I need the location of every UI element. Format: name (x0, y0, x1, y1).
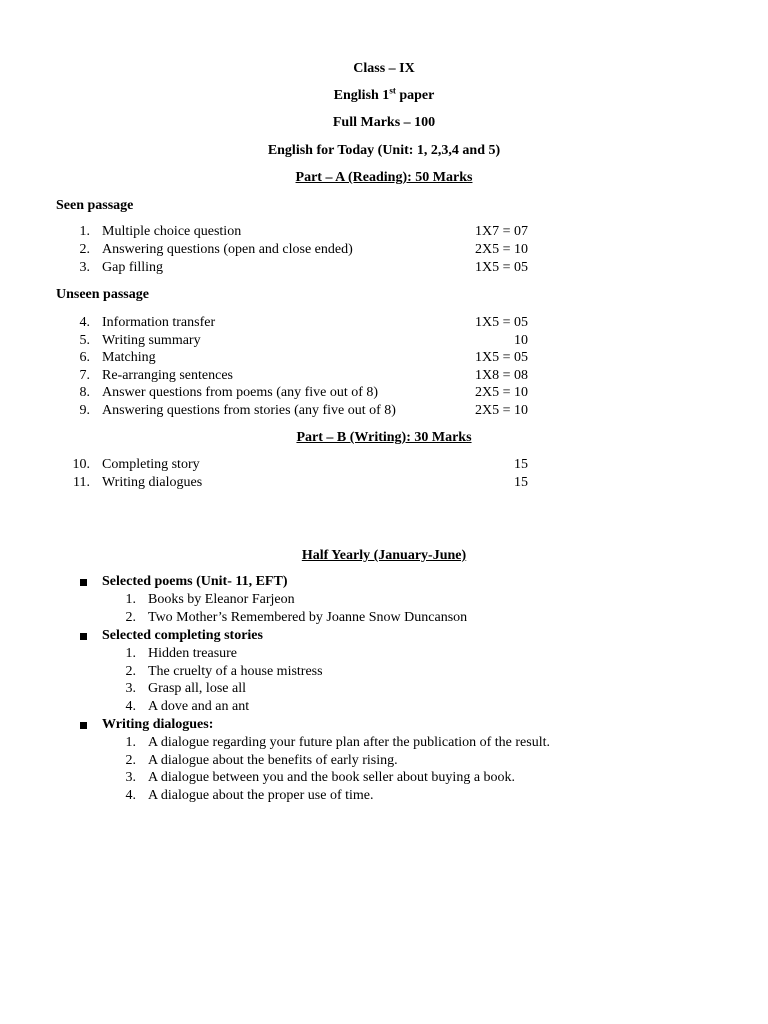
item-marks: 15 (514, 457, 528, 472)
item-number: 1. (125, 646, 136, 661)
item-number: 1. (125, 735, 136, 750)
item-number: 6. (79, 350, 90, 365)
square-bullet-icon (80, 579, 87, 586)
seen-passage-heading: Seen passage (56, 198, 134, 213)
item-text: Answer questions from poems (any five out of 8) (102, 385, 379, 400)
list-group (0, 627, 768, 645)
list-item (0, 591, 768, 609)
item-number: 2. (79, 242, 90, 257)
item-marks: 1X5 = 05 (474, 260, 528, 275)
item-text: A dialogue about the benefits of early rising. (148, 753, 398, 768)
item-text: Information transfer (102, 315, 216, 330)
item-number: 4. (125, 699, 136, 714)
group-label: Selected poems (Unit- 11, EFT) (102, 574, 288, 589)
item-number: 4. (79, 315, 90, 330)
square-bullet-icon (80, 722, 87, 729)
item-number: 5. (79, 333, 90, 348)
table-row (0, 456, 768, 474)
item-text: Matching (102, 350, 156, 365)
item-text: A dialogue regarding your future plan after the publication of the result. (148, 735, 550, 750)
table-row (0, 332, 768, 350)
table-row (0, 223, 768, 241)
item-number: 2. (125, 753, 136, 768)
item-marks: 2X5 = 10 (474, 385, 528, 400)
item-number: 2. (125, 664, 136, 679)
table-row (0, 349, 768, 367)
item-text: Completing story (102, 457, 200, 472)
table-row (0, 402, 768, 420)
item-marks: 1X8 = 08 (474, 368, 528, 383)
item-number: 3. (125, 681, 136, 696)
item-text: Answering questions from stories (any five out of 8) (102, 403, 396, 418)
list-group (0, 573, 768, 591)
square-bullet-icon (80, 633, 87, 640)
item-number: 9. (79, 403, 90, 418)
item-text: A dove and an ant (148, 699, 250, 714)
paper-heading (0, 87, 768, 105)
item-number: 1. (79, 224, 90, 239)
item-number: 4. (125, 788, 136, 803)
item-text: A dialogue about the proper use of time. (148, 788, 374, 803)
item-text: Writing dialogues (102, 475, 203, 490)
list-item (0, 752, 768, 770)
item-text: Multiple choice question (102, 224, 242, 239)
group-label: Selected completing stories (102, 628, 263, 643)
table-row (0, 474, 768, 492)
item-number: 1. (125, 592, 136, 607)
item-text: A dialogue between you and the book seller about buying a book. (148, 770, 516, 785)
table-row (0, 367, 768, 385)
item-number: 3. (79, 260, 90, 275)
list-item (0, 680, 768, 698)
item-text: Gap filling (102, 260, 164, 275)
item-text: Answering questions (open and close ended) (102, 242, 353, 257)
item-text: Two Mother’s Remembered by Joanne Snow Duncanson (148, 610, 468, 625)
paper-heading-main: English 1 (333, 88, 390, 103)
item-marks: 1X7 = 07 (474, 224, 528, 239)
item-marks: 2X5 = 10 (474, 403, 528, 418)
item-marks: 1X5 = 05 (474, 350, 528, 365)
list-item (0, 645, 768, 663)
table-row (0, 259, 768, 277)
item-number: 11. (73, 475, 90, 490)
item-number: 3. (125, 770, 136, 785)
item-text: Books by Eleanor Farjeon (148, 592, 295, 607)
class-heading: Class – IX (353, 61, 415, 76)
half-yearly-title: Half Yearly (January-June) (301, 548, 467, 563)
list-item (0, 698, 768, 716)
item-marks: 15 (514, 475, 528, 490)
item-text: Re-arranging sentences (102, 368, 233, 383)
list-item (0, 769, 768, 787)
table-row (0, 314, 768, 332)
list-item (0, 787, 768, 805)
item-number: 7. (79, 368, 90, 383)
list-item (0, 609, 768, 627)
unseen-passage-heading: Unseen passage (56, 287, 149, 302)
item-marks: 2X5 = 10 (474, 242, 528, 257)
full-marks-heading: Full Marks – 100 (332, 115, 436, 130)
item-text: The cruelty of a house mistress (148, 664, 323, 679)
book-heading: English for Today (Unit: 1, 2,3,4 and 5) (267, 143, 501, 158)
part-b-title: Part – B (Writing): 30 Marks (296, 430, 472, 445)
item-text: Writing summary (102, 333, 201, 348)
item-marks: 1X5 = 05 (474, 315, 528, 330)
item-number: 2. (125, 610, 136, 625)
list-item (0, 734, 768, 752)
item-text: Hidden treasure (148, 646, 238, 661)
list-item (0, 663, 768, 681)
paper-heading-ordinal: st (389, 85, 396, 96)
item-number: 8. (79, 385, 90, 400)
table-row (0, 241, 768, 259)
group-label: Writing dialogues: (102, 717, 214, 732)
part-a-title: Part – A (Reading): 50 Marks (295, 170, 473, 185)
item-number: 10. (72, 457, 90, 472)
item-marks: 10 (514, 333, 528, 348)
paper-heading-rest: paper (395, 88, 435, 103)
list-group (0, 716, 768, 734)
item-text: Grasp all, lose all (148, 681, 246, 696)
table-row (0, 384, 768, 402)
